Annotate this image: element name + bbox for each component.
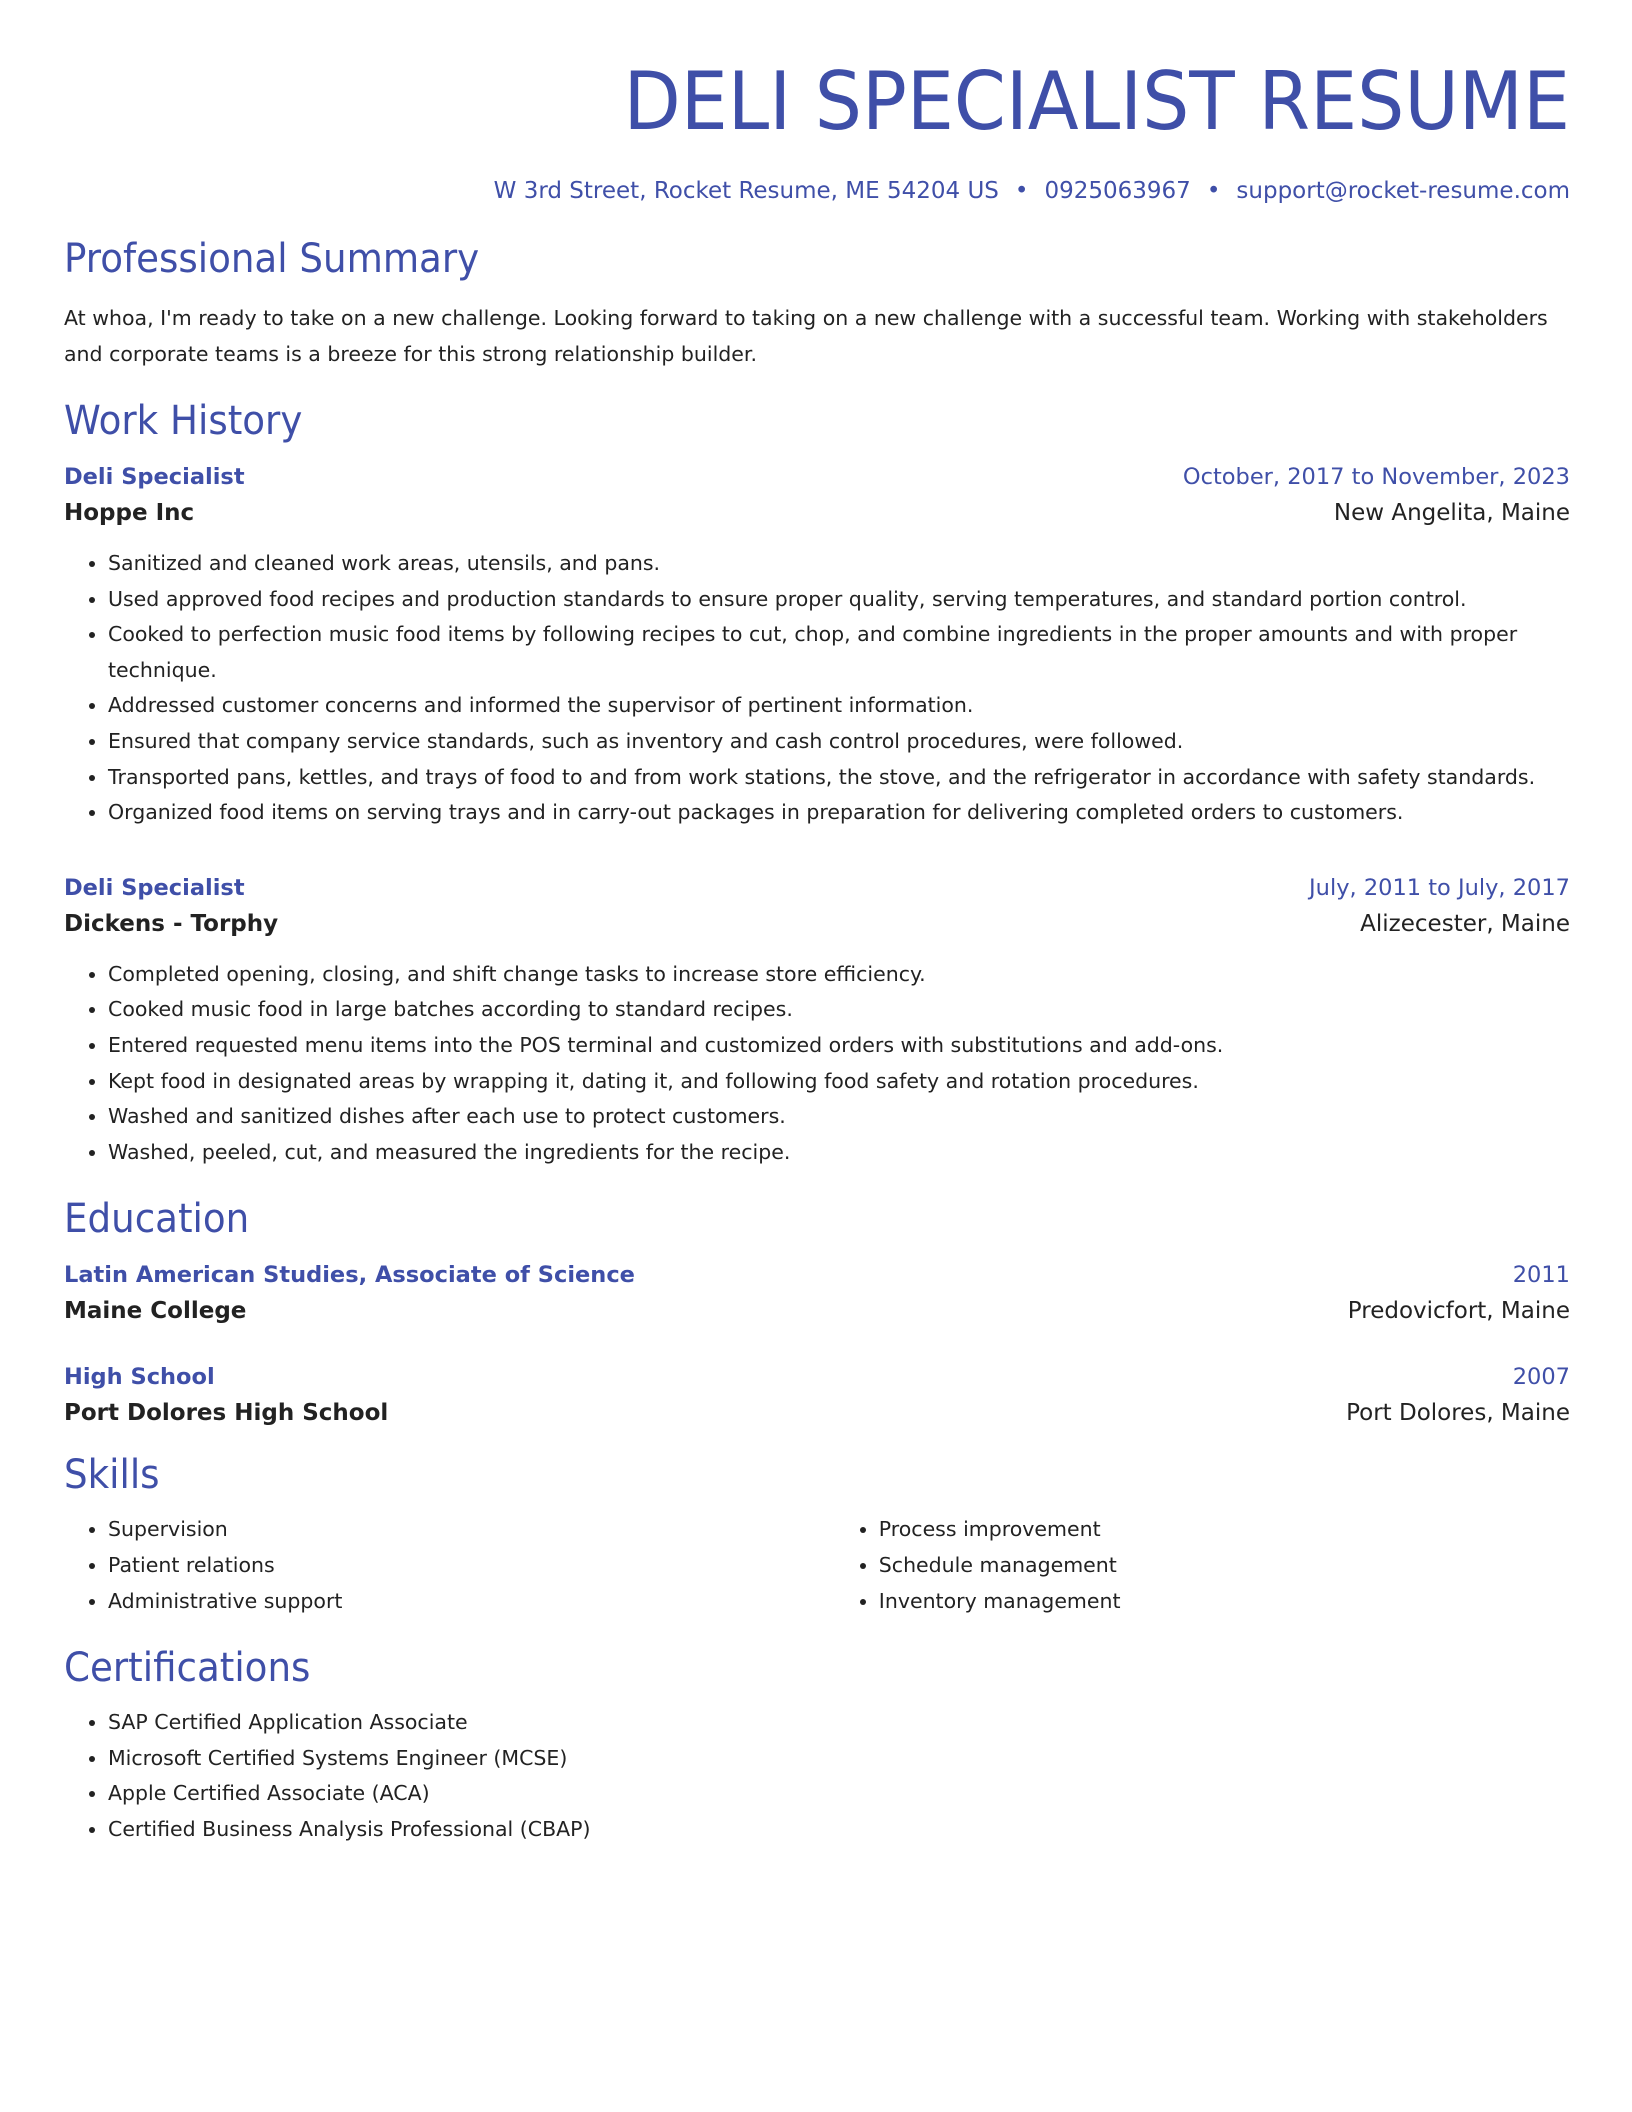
contact-phone: 0925063967 (1044, 178, 1191, 204)
list-item: • Certified Business Analysis Professional (CBAP) (108, 1812, 1570, 1848)
certifications-section (64, 1645, 1570, 1847)
job-company: Dickens - Torphy (64, 910, 279, 937)
summary-heading: Professional Summary (64, 236, 480, 282)
contact-line (64, 178, 1570, 204)
education-school-row (64, 1298, 1570, 1324)
job-company-row (64, 500, 1570, 526)
list-item: • Supervision (108, 1512, 835, 1548)
education-school-row (64, 1400, 1570, 1426)
summary-text: At whoa, I'm ready to take on a new challenge. Looking forward to taking on a new challenge with a successful team. Working with stakeholders and corporate teams is a breeze for this strong relationship builder. (64, 306, 1548, 366)
contact-separator: • (1014, 178, 1029, 204)
contact-email[interactable]: support@rocket-resume.com (1236, 178, 1570, 204)
list-item: • Patient relations (108, 1548, 835, 1584)
job-duties-list (64, 546, 1570, 831)
list-item: • Process improvement (879, 1512, 1570, 1548)
job-role: Deli Specialist (64, 464, 245, 490)
contact-separator: • (1206, 178, 1221, 204)
certifications-heading: Certifications (64, 1645, 311, 1692)
skills-section (64, 1452, 1570, 1619)
education-degree-row (64, 1262, 1570, 1288)
education-section (64, 1196, 1570, 1426)
job-title-row (64, 875, 1570, 901)
resume-title: DELI SPECIALIST RESUME (623, 55, 1570, 148)
work-history-heading: Work History (64, 398, 303, 444)
list-item: • Organized food items on serving trays and in carry-out packages in preparation for delivering completed orders to customers. (108, 795, 1570, 831)
job-location: Alizecester, Maine (1360, 910, 1570, 937)
list-item: • Inventory management (879, 1584, 1570, 1620)
education-heading: Education (64, 1196, 250, 1243)
list-item: • Ensured that company service standards, such as inventory and cash control procedures, were followed. (108, 724, 1570, 760)
education-degree-row (64, 1364, 1570, 1390)
job-location: New Angelita, Maine (1333, 500, 1570, 526)
education-year: 2007 (1512, 1364, 1570, 1391)
job-company: Hoppe Inc (64, 500, 195, 526)
job-duties-list (64, 957, 1570, 1171)
list-item: • Kept food in designated areas by wrapping it, dating it, and following food safety and rotation procedures. (108, 1064, 1570, 1100)
resume-header (64, 54, 1570, 204)
list-item: • Microsoft Certified Systems Engineer (MCSE) (108, 1741, 1570, 1777)
education-school: Port Dolores High School (64, 1400, 389, 1427)
job-title-row (64, 464, 1570, 490)
list-item: • Transported pans, kettles, and trays of food to and from work stations, the stove, and the refrigerator in accordance with safety standards. (108, 760, 1570, 796)
certifications-list (64, 1705, 1570, 1847)
education-entry (64, 1262, 1570, 1324)
list-item: • Sanitized and cleaned work areas, utensils, and pans. (108, 546, 1570, 582)
education-location: Port Dolores, Maine (1346, 1400, 1570, 1427)
job-entry (64, 875, 1570, 1171)
list-item: • Washed and sanitized dishes after each use to protect customers. (108, 1099, 1570, 1135)
job-entry (64, 464, 1570, 831)
list-item: • Cooked music food in large batches according to standard recipes. (108, 992, 1570, 1028)
list-item: • Apple Certified Associate (ACA) (108, 1776, 1570, 1812)
list-item: • Entered requested menu items into the POS terminal and customized orders with substitutions and add-ons. (108, 1028, 1570, 1064)
education-entry (64, 1364, 1570, 1426)
summary-section (64, 236, 1570, 372)
education-degree: Latin American Studies, Associate of Science (64, 1262, 635, 1289)
work-history-section (64, 398, 1570, 1170)
skills-heading: Skills (64, 1452, 160, 1499)
job-role: Deli Specialist (64, 874, 245, 901)
skills-list-right (835, 1512, 1570, 1619)
skills-list-left (64, 1512, 835, 1619)
education-location: Predovicfort, Maine (1347, 1298, 1570, 1325)
contact-address: W 3rd Street, Rocket Resume, ME 54204 US (493, 178, 999, 204)
list-item: • Used approved food recipes and production standards to ensure proper quality, serving temperatures, and standard portion control. (108, 582, 1570, 618)
list-item: • Addressed customer concerns and informed the supervisor of pertinent information. (108, 688, 1570, 724)
education-year: 2011 (1512, 1262, 1570, 1289)
list-item: • Administrative support (108, 1584, 835, 1620)
education-degree: High School (64, 1364, 215, 1391)
list-item: • Cooked to perfection music food items by following recipes to cut, chop, and combine ingredients in the proper amounts and with proper technique. (108, 617, 1570, 688)
job-dates: July, 2011 to July, 2017 (1309, 874, 1570, 901)
list-item: • Completed opening, closing, and shift change tasks to increase store efficiency. (108, 957, 1570, 993)
skills-grid (64, 1512, 1570, 1619)
job-company-row (64, 911, 1570, 937)
list-item: • SAP Certified Application Associate (108, 1705, 1570, 1741)
education-school: Maine College (64, 1298, 247, 1325)
job-dates: October, 2017 to November, 2023 (1182, 464, 1570, 490)
list-item: • Schedule management (879, 1548, 1570, 1584)
list-item: • Washed, peeled, cut, and measured the ingredients for the recipe. (108, 1135, 1570, 1171)
